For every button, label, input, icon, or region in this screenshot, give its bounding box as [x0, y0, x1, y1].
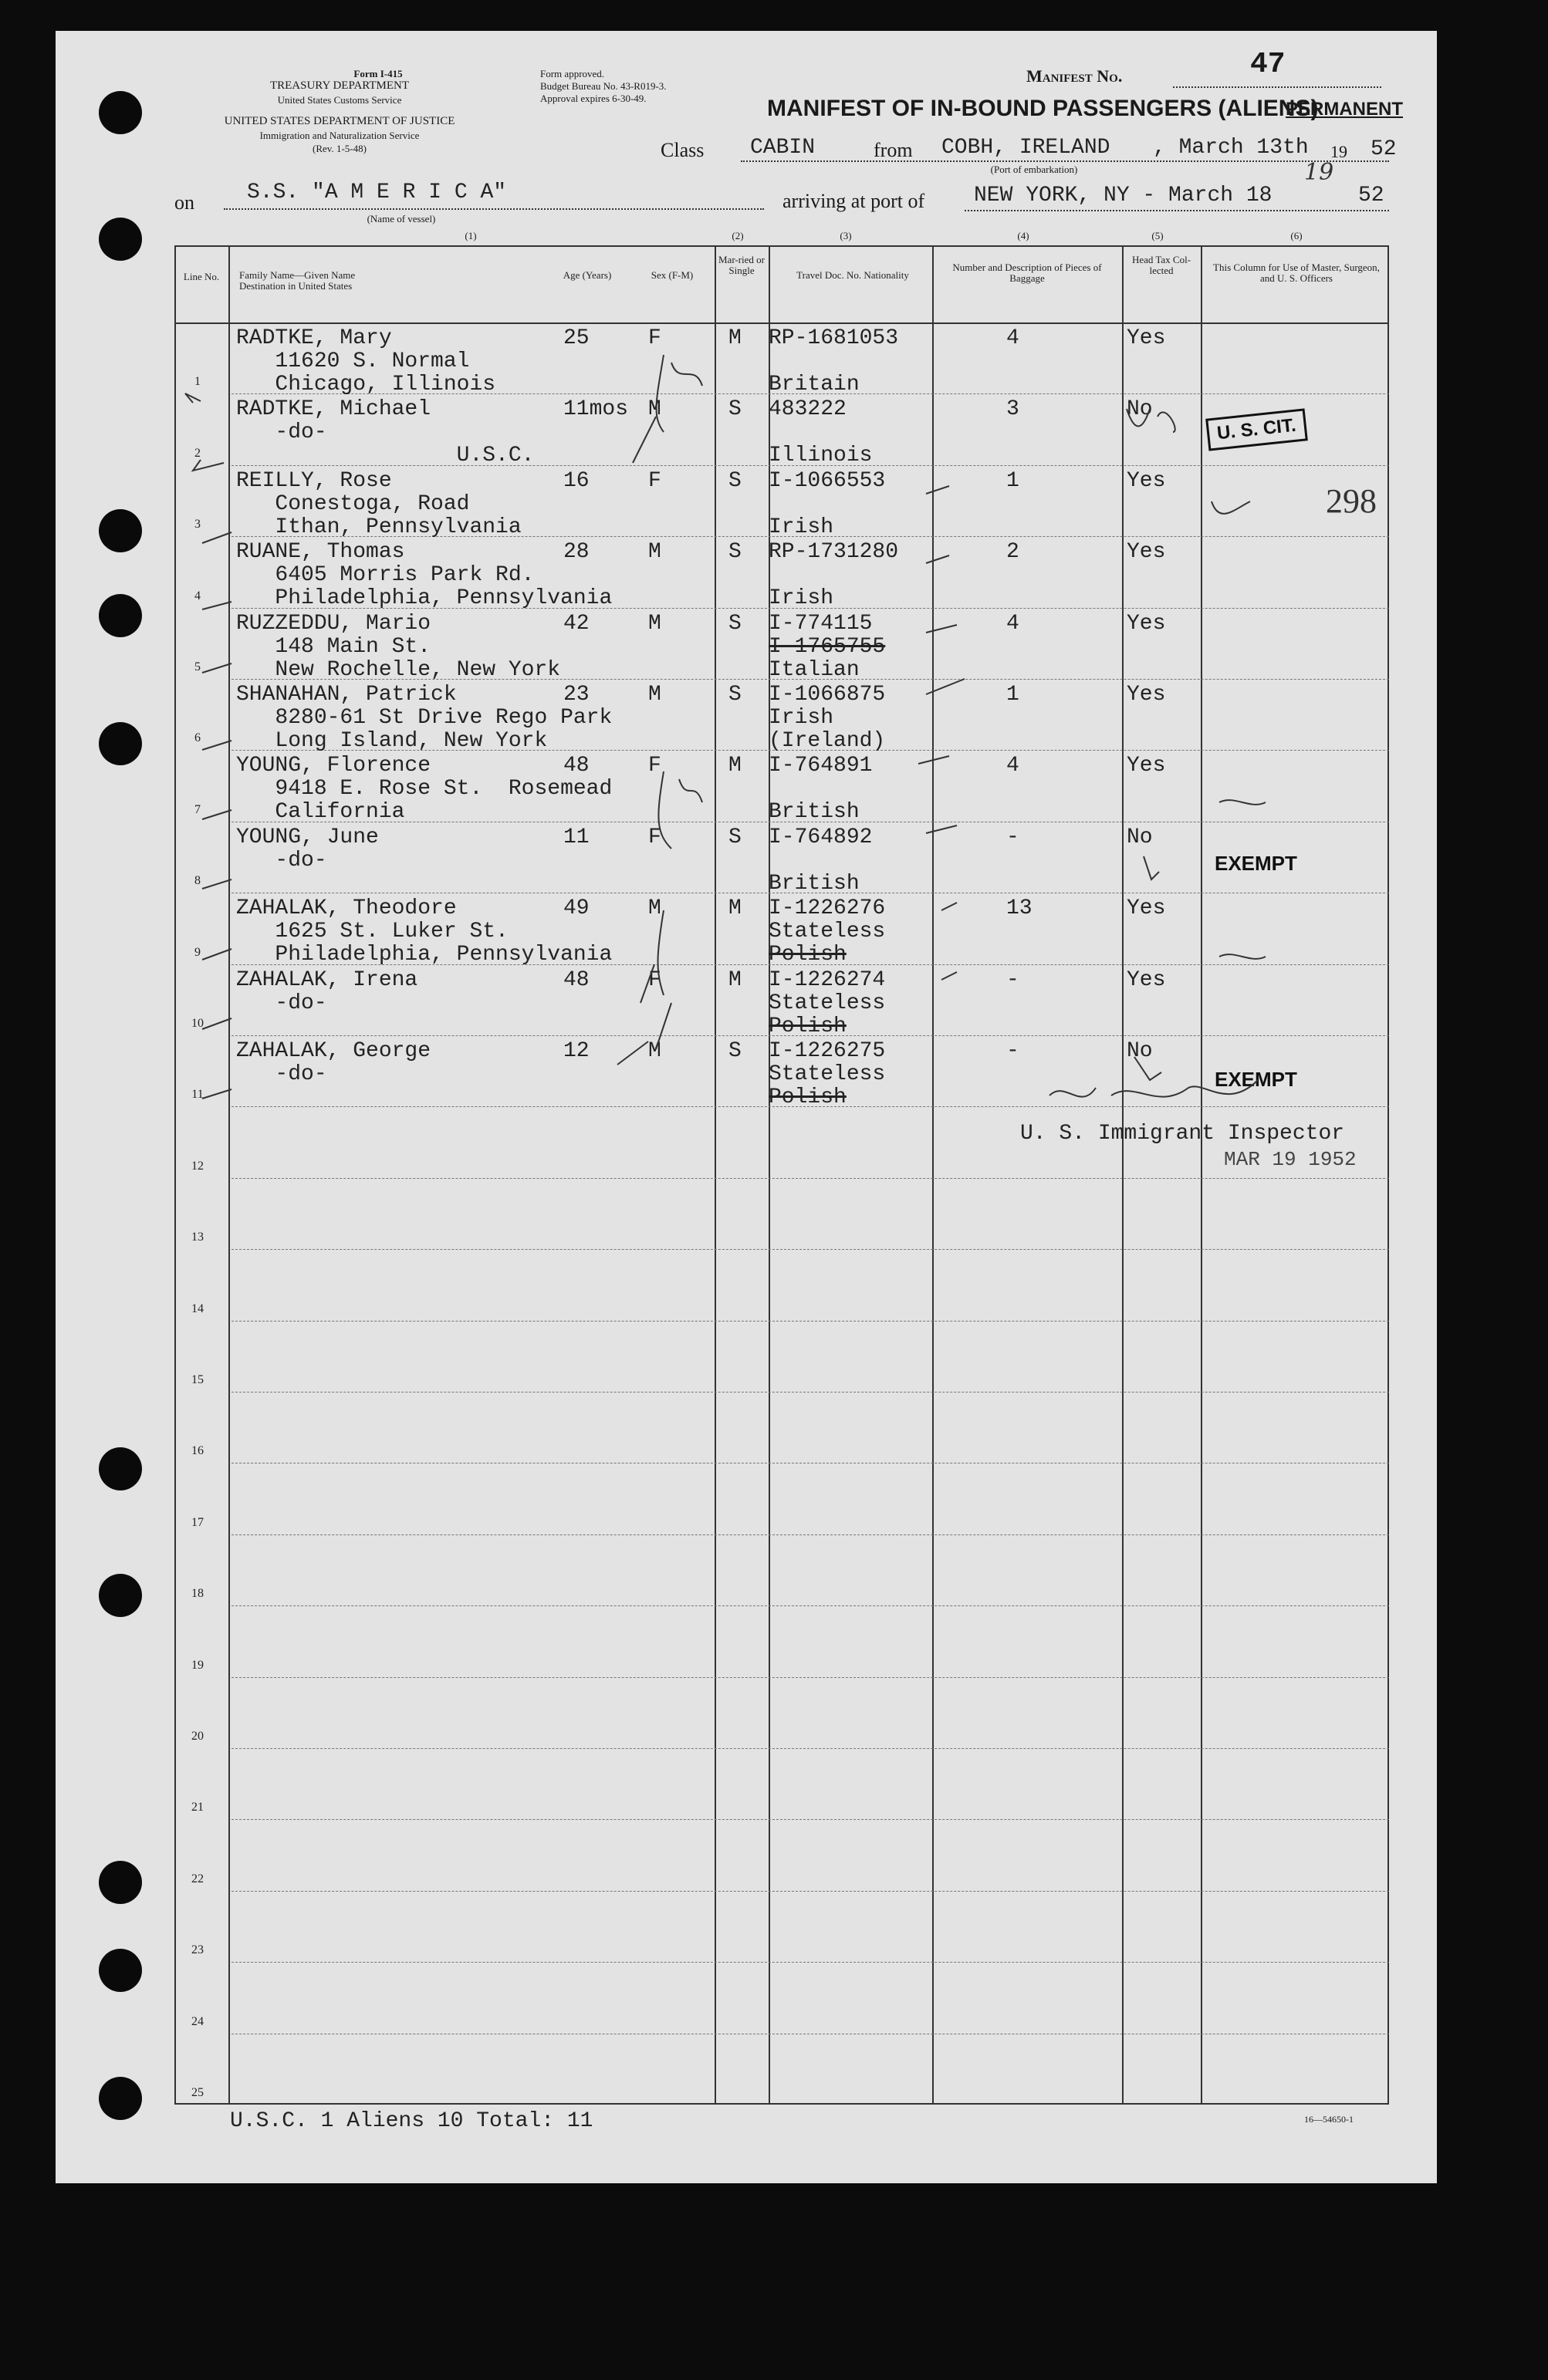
- passenger-marital: S: [728, 611, 742, 636]
- head-tax: Yes: [1127, 611, 1166, 636]
- vessel-rule: [224, 208, 764, 210]
- passenger-sex: M: [648, 683, 661, 707]
- passenger-sex: F: [648, 754, 661, 778]
- passenger-name-line: ZAHALAK, Irena: [236, 967, 418, 992]
- travel-doc-line: Britain: [769, 373, 860, 397]
- binder-hole: [99, 1949, 142, 1992]
- passenger-sex: M: [648, 397, 661, 422]
- travel-doc-line: I-764892: [769, 825, 873, 849]
- passenger-marital: S: [728, 397, 742, 422]
- row-rule: [232, 1178, 1389, 1179]
- passenger-marital: S: [728, 683, 742, 707]
- passenger-marital: S: [728, 468, 742, 493]
- departure-year: 52: [1371, 137, 1397, 161]
- passenger-name-line: RUZZEDDU, Mario: [236, 611, 431, 636]
- travel-doc-line: I-1066875: [769, 683, 886, 707]
- travel-doc-line: Polish: [769, 943, 847, 967]
- line-number: 11: [191, 1088, 204, 1102]
- baggage-count: -: [1006, 967, 1019, 992]
- line-number: 21: [191, 1801, 204, 1815]
- head-tax: Yes: [1127, 468, 1166, 493]
- passenger-sex: F: [648, 326, 661, 350]
- line-number: 20: [191, 1730, 204, 1743]
- passenger-name-line: New Rochelle, New York: [236, 657, 561, 682]
- arrival-port: NEW YORK, NY - March 18: [974, 184, 1273, 208]
- column-divider: [228, 245, 230, 2105]
- customs-service: United States Customs Service: [277, 94, 402, 106]
- travel-doc-line: Stateless: [769, 1062, 886, 1086]
- header-name: Family Name—Given Name Destination in United States: [239, 269, 356, 292]
- passenger-age: 48: [563, 967, 590, 992]
- head-tax: Yes: [1127, 683, 1166, 707]
- manifest-no-value: 47: [1250, 48, 1286, 81]
- passenger-age: 25: [563, 326, 590, 350]
- column-number: (2): [732, 230, 744, 241]
- travel-doc-line: Irish: [769, 515, 834, 539]
- passenger-name-line: Long Island, New York: [236, 729, 548, 753]
- line-number: 12: [191, 1159, 204, 1173]
- column-divider: [932, 245, 934, 2105]
- binder-hole: [99, 1861, 142, 1904]
- departure-date: , March 13th: [1153, 136, 1309, 160]
- passenger-age: 16: [563, 468, 590, 493]
- passenger-age: 48: [563, 754, 590, 778]
- head-tax: Yes: [1127, 896, 1166, 921]
- line-number: 13: [191, 1231, 204, 1244]
- us-citizen-stamp: U. S. CIT.: [1205, 408, 1307, 451]
- passenger-name-line: 6405 Morris Park Rd.: [236, 563, 535, 588]
- passenger-name-line: -do-: [236, 991, 327, 1015]
- manifest-no-label: Manifest No.: [1026, 66, 1123, 86]
- column-divider: [1201, 245, 1202, 2105]
- head-tax: No: [1127, 397, 1153, 422]
- binder-hole: [99, 509, 142, 552]
- passenger-name-line: -do-: [236, 848, 327, 873]
- treasury-dept: TREASURY DEPARTMENT: [269, 79, 410, 92]
- passenger-name-line: REILLY, Rose: [236, 468, 392, 493]
- form-revision: (Rev. 1-5-48): [313, 143, 367, 154]
- line-number: 6: [194, 731, 201, 745]
- head-tax: Yes: [1127, 540, 1166, 565]
- passenger-age: 12: [563, 1039, 590, 1063]
- class-label: Class: [661, 139, 705, 161]
- passenger-name-line: RADTKE, Mary: [236, 326, 392, 350]
- ins-service: Immigration and Naturalization Service: [259, 130, 420, 141]
- baggage-count: 2: [1006, 540, 1019, 565]
- form-approved: Form approved.: [540, 68, 605, 79]
- passenger-name-line: YOUNG, June: [236, 825, 379, 849]
- passenger-sex: M: [648, 1039, 661, 1063]
- passenger-name-line: ZAHALAK, Theodore: [236, 896, 457, 921]
- passenger-name-line: Chicago, Illinois: [236, 373, 496, 397]
- travel-doc-line: I-1765755: [769, 634, 886, 659]
- line-number: 2: [194, 446, 201, 460]
- inspector-date-stamp: MAR 19 1952: [1224, 1148, 1357, 1171]
- passenger-name-line: YOUNG, Florence: [236, 754, 431, 778]
- head-tax: Yes: [1127, 754, 1166, 778]
- column-number: (1): [465, 230, 477, 241]
- line-number: 9: [194, 945, 201, 959]
- head-tax: No: [1127, 825, 1153, 849]
- line-number: 15: [191, 1373, 204, 1386]
- header-married: Mar-ried or Single: [718, 254, 766, 276]
- row-rule: [232, 1819, 1389, 1820]
- header-head-tax: Head Tax Col-lected: [1131, 254, 1191, 276]
- manifest-no-rule: [1173, 86, 1381, 88]
- line-number: 24: [191, 2014, 204, 2028]
- row-rule: [232, 1534, 1389, 1535]
- passenger-sex: F: [648, 967, 661, 992]
- baggage-count: 13: [1006, 896, 1033, 921]
- manifest-title: MANIFEST OF IN-BOUND PASSENGERS (ALIENS): [767, 96, 1319, 121]
- passenger-marital: S: [728, 1039, 742, 1063]
- row-rule: [232, 1605, 1389, 1606]
- line-number: 19: [191, 1658, 204, 1672]
- arriving-label: arriving at port of: [782, 190, 925, 212]
- head-tax: Yes: [1127, 967, 1166, 992]
- travel-doc-line: RP-1731280: [769, 540, 899, 565]
- exempt-stamp: EXEMPT: [1215, 1068, 1297, 1091]
- passenger-name-line: 8280-61 St Drive Rego Park: [236, 706, 613, 730]
- passenger-name-line: Philadelphia, Pennsylvania: [236, 586, 613, 611]
- baggage-count: -: [1006, 825, 1019, 849]
- line-number: 23: [191, 1943, 204, 1957]
- travel-doc-line: (Ireland): [769, 729, 886, 753]
- row-rule: [232, 1748, 1389, 1749]
- row-rule: [232, 1249, 1389, 1250]
- binder-hole: [99, 1574, 142, 1617]
- line-number: 14: [191, 1301, 204, 1315]
- row-rule: [232, 1962, 1389, 1963]
- baggage-count: 1: [1006, 683, 1019, 707]
- passenger-age: 42: [563, 611, 590, 636]
- column-number: (4): [1017, 230, 1029, 241]
- line-number: 5: [194, 660, 201, 673]
- passenger-name-line: 11620 S. Normal: [236, 349, 470, 373]
- line-number: 8: [194, 874, 201, 888]
- inspector-label: U. S. Immigrant Inspector: [1020, 1122, 1345, 1146]
- line-number: 1: [194, 375, 201, 389]
- baggage-count: 3: [1006, 397, 1019, 422]
- passenger-name-line: Ithan, Pennsylvania: [236, 515, 522, 539]
- header-sex: Sex (F-M): [651, 269, 694, 281]
- class-rule: [741, 160, 1389, 162]
- passenger-name-line: California: [236, 800, 405, 825]
- travel-doc-line: Irish: [769, 706, 834, 730]
- passenger-sex: M: [648, 611, 661, 636]
- passenger-name-line: -do-: [236, 420, 327, 445]
- title-permanent: PERMANENT: [1286, 99, 1404, 120]
- on-label: on: [174, 191, 194, 214]
- row-rule: [232, 1321, 1389, 1322]
- passenger-name-line: 1625 St. Luker St.: [236, 920, 509, 944]
- row-rule: [232, 1392, 1389, 1393]
- header-age: Age (Years): [563, 269, 612, 281]
- travel-doc-line: Italian: [769, 657, 860, 682]
- arrival-correction: 19: [1304, 159, 1334, 186]
- row-rule: [232, 1677, 1389, 1678]
- passenger-marital: M: [728, 754, 742, 778]
- approval-expires: Approval expires 6-30-49.: [540, 93, 647, 104]
- travel-doc-line: RP-1681053: [769, 326, 899, 350]
- port-embarkation-label: (Port of embarkation): [990, 164, 1078, 175]
- travel-doc-line: Polish: [769, 1085, 847, 1109]
- header-baggage: Number and Description of Pieces of Baggage: [952, 262, 1102, 284]
- passenger-name-line: 9418 E. Rose St. Rosemead: [236, 777, 613, 802]
- passenger-marital: S: [728, 540, 742, 565]
- binder-hole: [99, 91, 142, 134]
- passenger-age: 28: [563, 540, 590, 565]
- binder-hole: [99, 594, 142, 637]
- budget-bureau: Budget Bureau No. 43-R019-3.: [540, 80, 667, 92]
- travel-doc-line: British: [769, 871, 860, 896]
- line-number: 16: [191, 1444, 204, 1458]
- travel-doc-line: Illinois: [769, 444, 873, 468]
- header-travel-doc: Travel Doc. No. Nationality: [796, 269, 909, 281]
- passenger-sex: M: [648, 896, 661, 921]
- form-number: Form I-415: [353, 68, 403, 79]
- baggage-count: 4: [1006, 326, 1019, 350]
- line-number: 18: [191, 1587, 204, 1601]
- baggage-count: -: [1006, 1039, 1019, 1063]
- travel-doc-line: Irish: [769, 586, 834, 611]
- header-officers: This Column for Use of Master, Surgeon, and U. S. Officers: [1213, 262, 1380, 284]
- head-tax: No: [1127, 1039, 1153, 1063]
- justice-dept: UNITED STATES DEPARTMENT OF JUSTICE: [224, 115, 455, 127]
- passenger-marital: M: [728, 896, 742, 921]
- travel-doc-line: I-1226274: [769, 967, 886, 992]
- from-value: COBH, IRELAND: [941, 136, 1110, 160]
- passenger-name-line: Philadelphia, Pennsylvania: [236, 943, 613, 967]
- row-rule: [232, 1891, 1389, 1892]
- travel-doc-line: 483222: [769, 397, 847, 422]
- baggage-count: 4: [1006, 754, 1019, 778]
- travel-doc-line: Stateless: [769, 920, 886, 944]
- passenger-marital: M: [728, 326, 742, 350]
- passenger-sex: F: [648, 825, 661, 849]
- passenger-marital: S: [728, 825, 742, 849]
- passenger-name-line: RADTKE, Michael: [236, 397, 431, 422]
- baggage-count: 1: [1006, 468, 1019, 493]
- binder-hole: [99, 218, 142, 261]
- table-header-rule: [174, 322, 1389, 324]
- passenger-age: 23: [563, 683, 590, 707]
- column-number: (6): [1290, 230, 1303, 241]
- column-number: (5): [1151, 230, 1164, 241]
- vessel-label: (Name of vessel): [367, 213, 436, 224]
- passenger-name-line: RUANE, Thomas: [236, 540, 405, 565]
- arrival-year: 52: [1358, 184, 1384, 208]
- line-number: 25: [191, 2086, 204, 2099]
- passenger-sex: M: [648, 540, 661, 565]
- from-label: from: [874, 139, 913, 161]
- passenger-sex: F: [648, 468, 661, 493]
- travel-doc-line: Polish: [769, 1014, 847, 1038]
- header-line-no: Line No.: [183, 271, 220, 282]
- line-number: 7: [194, 802, 201, 816]
- line-number: 22: [191, 1872, 204, 1885]
- travel-doc-line: I-1226276: [769, 896, 886, 921]
- class-value: CABIN: [750, 136, 816, 160]
- binder-hole: [99, 2077, 142, 2120]
- travel-doc-line: I-764891: [769, 754, 873, 778]
- annotation-298: 298: [1326, 482, 1377, 520]
- line-number: 10: [191, 1017, 204, 1030]
- binder-hole: [99, 1447, 142, 1490]
- travel-doc-line: British: [769, 800, 860, 825]
- passenger-name-line: -do-: [236, 1062, 327, 1086]
- footer-summary: U.S.C. 1 Aliens 10 Total: 11: [230, 2109, 593, 2133]
- passenger-age: 11mos: [563, 397, 629, 422]
- footer-print-code: 16—54650-1: [1304, 2114, 1354, 2125]
- line-number: 4: [194, 589, 201, 603]
- exempt-stamp: EXEMPT: [1215, 852, 1297, 875]
- passenger-name-line: ZAHALAK, George: [236, 1039, 431, 1063]
- passenger-name-line: SHANAHAN, Patrick: [236, 683, 457, 707]
- travel-doc-line: Stateless: [769, 991, 886, 1015]
- travel-doc-line: I-774115: [769, 611, 873, 636]
- column-number: (3): [840, 230, 852, 241]
- arrival-rule: [965, 210, 1389, 211]
- travel-doc-line: I-1226275: [769, 1039, 886, 1063]
- passenger-name-line: 148 Main St.: [236, 634, 431, 659]
- vessel-name: S.S. "A M E R I C A": [247, 181, 507, 204]
- baggage-count: 4: [1006, 611, 1019, 636]
- line-number: 17: [191, 1515, 204, 1529]
- line-number: 3: [194, 518, 201, 532]
- column-divider: [715, 245, 716, 2105]
- passenger-age: 49: [563, 896, 590, 921]
- passenger-name-line: Conestoga, Road: [236, 491, 470, 516]
- head-tax: Yes: [1127, 326, 1166, 350]
- travel-doc-line: I-1066553: [769, 468, 886, 493]
- column-divider: [1122, 245, 1124, 2105]
- passenger-age: 11: [563, 825, 590, 849]
- binder-hole: [99, 722, 142, 765]
- departure-year-prefix: 19: [1330, 142, 1347, 161]
- passenger-name-line: U.S.C.: [236, 444, 535, 468]
- passenger-marital: M: [728, 967, 742, 992]
